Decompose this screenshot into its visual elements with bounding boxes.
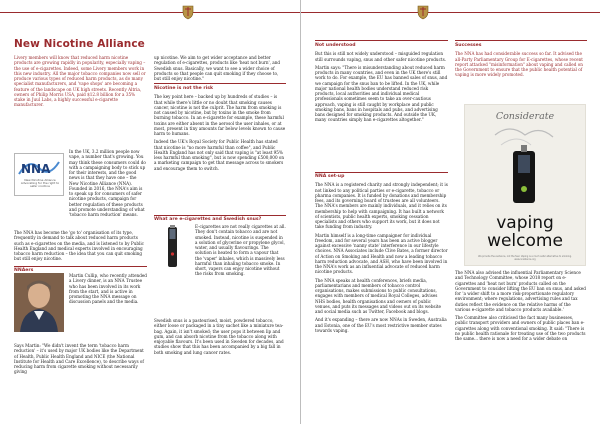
col2-paragraph-2: Indeed the UK's Royal Society for Public Health has stated that nicotine is "no more harmful than coffee", and Public Health England has not only said that vaping is "at least 95% less harmful than smoking", but is now spending £500,000 on a marketing campaign to get that message across to smokers and encourage them to switch.: [154, 139, 285, 171]
section-heading-nnaers: NNAers: [14, 268, 34, 273]
poster-heading: Considerate: [495, 111, 555, 122]
martin-cullip-photo: [14, 273, 64, 332]
martin-says-paragraph: Martin says: "There is misunderstanding about reduced harm products in many countries, and even in the UK there's still work to do. For example, the EU has banned sales of snus, and we campaign for the snus ban to be lifted. In the UK, while major national health bodies understand reduced risk products, local authorities and individual medical professionals sometimes seem to take an over-cautious approach, vaping is still caught by workplace and public smoking bans, bans in hospitals and pubs, and advertising bans designed for smoking products. And outside the UK, many countries simply ban e-cigarettes altogether.": [315, 64, 448, 123]
col2-middle: [154, 86, 286, 174]
section-rule: [154, 83, 286, 84]
col1-wrap-beside-logo: [69, 149, 147, 220]
col1-lower: [14, 230, 147, 265]
martin-intro-paragraph: Martin Cullip, who recently attended a Livery dinner, is an NNA Trustee who has been involved in its work from the start, and is active in promoting the NNA message on discussion panels and the media.: [69, 273, 147, 305]
right-page: [301, 0, 600, 424]
setup-paragraph-1: The NNA is a registered charity and strongly independent; it is not linked to any political parties or e-cigarette, tobacco or pharma companies. It is funded by donations and membership fees, and its governing board of trustees are all volunteers. The NNA's members are mainly individuals, and it relies on its membership to help with campaigning. It has built a network of scientists, public health experts, smoking cessation specialists and others who support its work, but it does not take funding from industry.: [315, 182, 448, 230]
considerate-vaping-poster: [464, 104, 586, 266]
col1-paragraph-2: The NNA has become the 'go to' organisation of its type, frequently in demand to talk about reduced harm products such as e-cigarettes on the media, and is listened to by Public Health England and medical experts involved in encouraging tobacco harm reduction – the idea that you can quit smoking but still enjoy nicotine.: [14, 230, 144, 262]
setup-paragraph-4: And it's expanding – there are now NNAs in Sweden, Australia and Estonia, one of the EU's most restrictive member states towards vaping.: [315, 317, 447, 333]
header-rule: [301, 12, 600, 13]
col1-paragraph-1: In the UK, 3.2 million people now vape, a number that's growing. You may think these consumers could do with a campaigning body to stick up for their interests, and the good news is that they have one – the New Nicotine Alliance (NNA). Founded in 2016, the NNA's aim is to speak up for consumers of safer nicotine products, campaign for better regulation of these products and promote understanding of what 'tobacco harm reduction' means.: [69, 149, 146, 217]
section-heading-setup: NNA set-up: [315, 174, 345, 179]
col1-bottom: [14, 343, 147, 378]
livery-crest-icon: [416, 4, 430, 20]
committee-paragraph: The NNA also advised the influential Parliamentary Science and Technology Committee, whose 2018 report on e-cigarettes and 'heat not burn' products called on the Government to consider lifting the EU ban on snus, and asked for 'a wider shift to a more risk-proportionate regulatory environment; where regulations, advertising rules and tax duties reflect the evidence on the relative harms of the various e-cigarette and tobacco products available.': [455, 270, 586, 312]
section-heading-successes: Successes: [455, 43, 482, 48]
right-column-1: [315, 43, 448, 126]
e-cigarette-image: [154, 224, 194, 270]
poster-fine-print: We provide the evidence, not the fear. Vaping is a much safer alternative to smoking. www.nnalliance.org: [478, 255, 572, 261]
section-heading-nicotine: Nicotine is not the risk: [154, 86, 213, 91]
livery-crest-icon: [181, 4, 195, 20]
right-column-2: [455, 43, 587, 81]
nna-logo: [14, 153, 64, 196]
portrait-image: [14, 273, 64, 332]
poster-slogan-line-2: welcome: [487, 231, 563, 251]
section-rule: [154, 215, 286, 216]
setup-paragraph-2: Martin himself is a long-time campaigner for individual freedom, and for several years has been an active blogger against excessive 'nanny state' interference in our lifestyle choices. NNA Associates include Clive Bates, a former director of Action on Smoking and Health and now a leading tobacco harm reduction advocate, and ASH, who have been involved in the NNA's work as an influential advocate of reduced harm nicotine products.: [315, 232, 448, 275]
section-rule: [455, 40, 587, 41]
committee-criticism-paragraph: The Committee also criticised the fact many businesses, public transport providers and owners of public places ban e-cigarettes along with conventional smoking. It said: "There is no public health rationale for treating use of the two products the same... there is now a need for a wider debate on: [455, 315, 586, 341]
ecig-paragraph: E-cigarettes are not really cigarettes at all. They don't contain tobacco and are not smoked. Instead, nicotine is suspended in a solution of glycerine or propylene glycol, water, and usually flavourings. The solution is heated to form a vapour that the 'vaper' inhales, which is massively less harmful than inhaling tobacco smoke. In short, vapers can enjoy nicotine without the risks from smoking.: [195, 224, 286, 277]
left-column-1: [14, 55, 147, 111]
martin-quote-paragraph: Says Martin: "We didn't invent the term 'tobacco harm reduction' – it's used by major UK bodies like the Department of Health, Public Health England and NICE (the National Institute for Health and Care Excellence), to describe ways of reducing harm from cigarette smoking without necessarily giving: [14, 343, 144, 375]
right-column-1-lower: [315, 174, 448, 336]
poster-slogan-line-1: vaping: [496, 213, 554, 233]
section-heading-ecig: What are e-cigarettes and Swedish snus?: [154, 217, 262, 222]
section-rule: [315, 40, 448, 41]
setup-paragraph-3: The NNA speaks at health conferences, briefs media, parliamentarians and members of tobacco control organisations, makes submissions to public consultations, engages with members of medical Royal Colleges, advises NHS bodies, health organisations and owners of public venues, and puts its messages and videos out on its website and social media such as Twitter, Facebook and blogs.: [315, 277, 441, 314]
section-rule: [14, 266, 147, 267]
nna-logo-text: NNA: [21, 162, 51, 176]
header-rule: [0, 12, 300, 13]
intro-paragraph: Livery members will know that reduced harm nicotine products are growing rapidly in popularity, especially vaping – the use of e-cigarettes. Indeed, some Livery members work in this new industry. All the major tobacco companies now sell or produce various types of reduced harm products, as do many specialist manufacturers, and 'vape shops' are becoming a feature of the landscape on UK high streets. Recently Altria, owners of Philip Morris USA, paid $12.8 billion for a 35% stake in Juul Labs, a highly successful e-cigarette manufacturer.: [14, 55, 146, 108]
snus-paragraph: Swedish snus is a pasteurised, moist, powdered tobacco, either loose or packaged in a tiny sachet like a miniature tea-bag. Again, it isn't smoked; the user pops it between lip and gum, and can absorb nicotine from the tobacco along with enjoyable flavours. It's been used in Sweden for decades, and studies show that this has been accompanied by a big fall in both smoking and lung cancer rates.: [154, 318, 284, 355]
not-understood-paragraph: But this is still not widely understood – misguided regulation still surrounds vaping, snus and other safer nicotine products.: [315, 51, 447, 62]
section-heading-not-understood: Not understood: [315, 43, 356, 48]
article-title: New Nicotine Alliance: [14, 38, 145, 50]
successes-paragraph: The NNA has had considerable success so far. It advised the all-Party Parliamentary Group for E-cigarettes, whose recent report attacked "misinformation" about vaping and called on the Government to ensure that the public health potential of vaping is more widely promoted.: [455, 51, 583, 78]
col1-wrap-beside-photo: [69, 273, 147, 308]
nna-logo-subtitle: New Nicotine Alliance Advocating for the right to safer nicotine: [20, 178, 60, 189]
col2-top-paragraph: up nicotine. We aim to get wider acceptance and better regulation of e-cigarettes, products like 'heat not burn', and Swedish snus. Basically, we want to see a wider choice of products so that people can quit smoking if they choose to, but still enjoy nicotine.": [154, 55, 281, 81]
poster-slogan: [465, 214, 585, 250]
col2-wrap-beside-ecig: [195, 224, 286, 280]
section-rule: [315, 172, 448, 173]
vaping-device-illustration: [465, 105, 586, 215]
col2-bottom: [154, 318, 286, 358]
left-column-2: [154, 55, 286, 84]
col2-paragraph-1: The key point here – backed up by hundreds of studies – is that while there's little or no doubt that smoking causes cancer, nicotine is not the culprit. The harm from smoking is not caused by nicotine, but by toxins in the smoke from burning tobacco. In an e-cigarette for example, these harmful toxins are either absent in the aerosol the user inhales, or at most, present in tiny amounts far below levels known to cause harm to humans.: [154, 94, 286, 136]
right-column-2-lower: [455, 270, 587, 344]
